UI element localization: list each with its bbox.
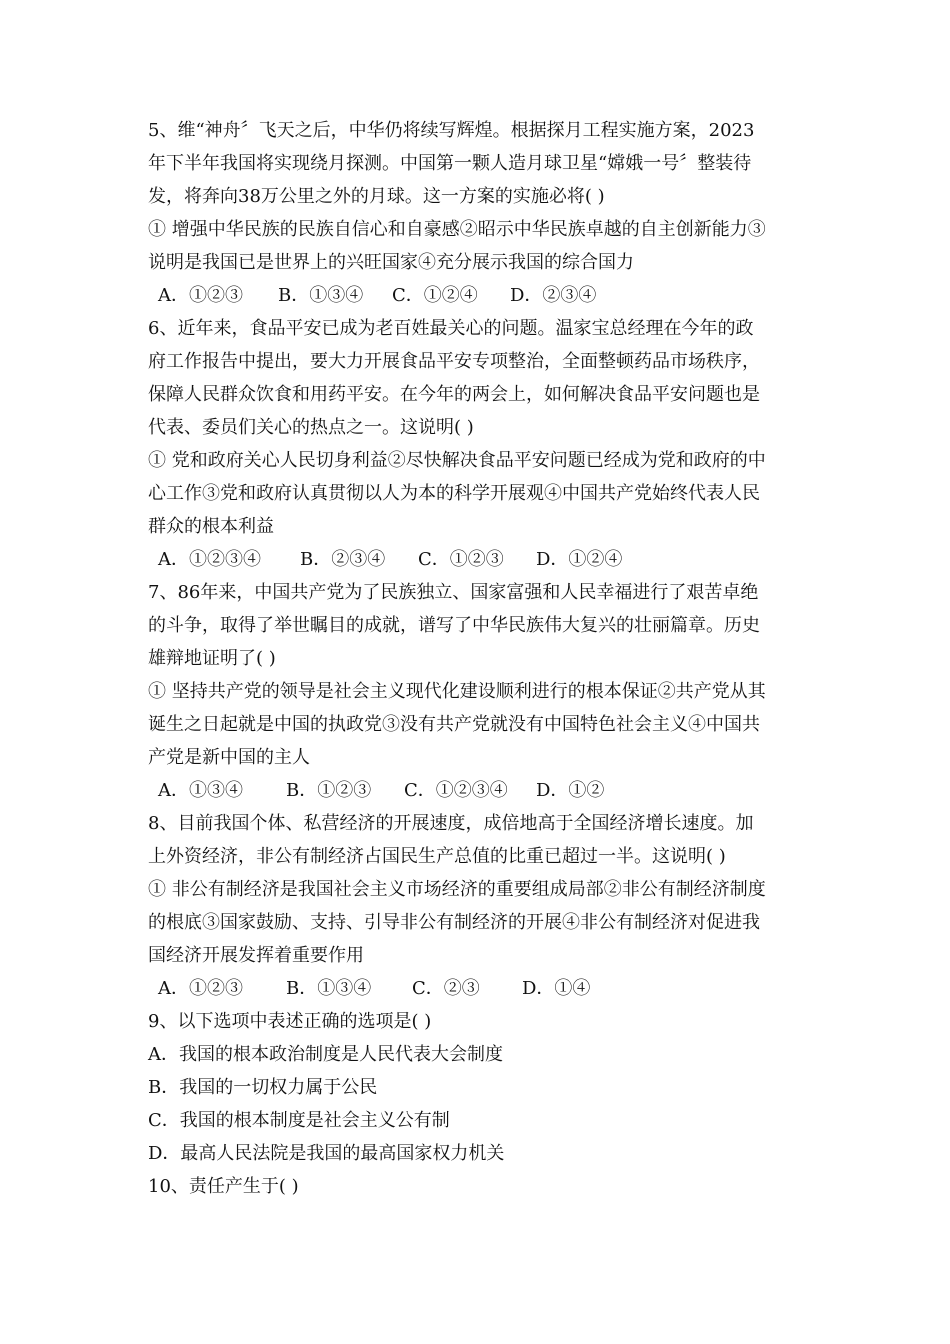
q6-stem-line-3: 保障人民群众饮食和用药平安。在今年的两会上，如何解决食品平安问题也是	[148, 384, 760, 405]
q7-statement-line-1: ① 坚持共产党的领导是社会主义现代化建设顺利进行的根本保证②共产党从其	[148, 681, 766, 702]
q8-statement-line-2: 的根底③国家鼓励、支持、引导非公有制经济的开展④非公有制经济对促进我	[148, 912, 760, 933]
q7-options	[158, 774, 604, 807]
q8-stem-line-1: 8、目前我国个体、私营经济的开展速度，成倍地高于全国经济增长速度。加	[148, 813, 754, 834]
q8-option-d: D．①④	[522, 978, 591, 999]
q6-statement-line-2: 心工作③党和政府认真贯彻以人为本的科学开展观④中国共产党始终代表人民	[148, 483, 760, 504]
q5-option-d: D．②③④	[510, 285, 597, 306]
q7-option-d: D．①②	[536, 780, 605, 801]
q6-option-d: D．①②④	[536, 549, 623, 570]
q10-stem-line-1: 10、责任产生于( )	[148, 1176, 299, 1197]
q7-stem-line-3: 雄辩地证明了( )	[148, 648, 276, 669]
q6-stem-line-1: 6、近年来，食品平安已成为老百姓最关心的问题。温家宝总经理在今年的政	[148, 318, 754, 339]
q9-stem-line-1: 9、以下选项中表述正确的选项是( )	[148, 1011, 432, 1032]
q6-option-a: A．①②③④	[158, 549, 261, 570]
q5-stem-line-3: 发，将奔向38万公里之外的月球。这一方案的实施必将( )	[148, 186, 605, 207]
q9-choice-b: B．我国的一切权力属于公民	[148, 1077, 378, 1098]
q5-option-b: B．①③④	[278, 285, 364, 306]
q5-stem-line-2: 年下半年我国将实现绕月探测。中国第一颗人造月球卫星“嫦娥一号〞整装待	[148, 153, 752, 174]
q7-statement-line-2: 诞生之日起就是中国的执政党③没有共产党就没有中国特色社会主义④中国共	[148, 714, 760, 735]
q5-stem-line-1: 5、维“神舟〞飞天之后，中华仍将续写辉煌。根据探月工程实施方案，2023	[148, 120, 755, 141]
q7-option-a: A．①③④	[158, 780, 243, 801]
q7-option-c: C．①②③④	[404, 780, 508, 801]
q8-options	[158, 972, 590, 1005]
q9-choice-c: C．我国的根本制度是社会主义公有制	[148, 1110, 450, 1131]
q6-statement-line-3: 群众的根本利益	[148, 516, 274, 537]
q5-statement-line-2: 说明是我国已是世界上的兴旺国家④充分展示我国的综合国力	[148, 252, 634, 273]
q8-statement-line-1: ① 非公有制经济是我国社会主义市场经济的重要组成局部②非公有制经济制度	[148, 879, 766, 900]
q8-option-a: A．①②③	[158, 978, 243, 999]
q5-option-c: C．①②④	[392, 285, 478, 306]
q9-choice-a: A．我国的根本政治制度是人民代表大会制度	[148, 1044, 503, 1065]
q8-option-b: B．①③④	[286, 978, 372, 999]
q8-stem-line-2: 上外资经济，非公有制经济占国民生产总值的比重已超过一半。这说明( )	[148, 846, 726, 867]
q5-statement-line-1: ① 增强中华民族的民族自信心和自豪感②昭示中华民族卓越的自主创新能力③	[148, 219, 766, 240]
q6-stem-line-4: 代表、委员们关心的热点之一。这说明( )	[148, 417, 474, 438]
q8-statement-line-3: 国经济开展发挥着重要作用	[148, 945, 364, 966]
q6-stem-line-2: 府工作报告中提出，要大力开展食品平安专项整治，全面整顿药品市场秩序，	[148, 351, 760, 372]
q7-statement-line-3: 产党是新中国的主人	[148, 747, 310, 768]
q7-stem-line-2: 的斗争，取得了举世瞩目的成就，谱写了中华民族伟大复兴的壮丽篇章。历史	[148, 615, 760, 636]
q5-options	[158, 279, 596, 312]
q7-option-b: B．①②③	[286, 780, 372, 801]
q6-statement-line-1: ① 党和政府关心人民切身利益②尽快解决食品平安问题已经成为党和政府的中	[148, 450, 766, 471]
q5-option-a: A．①②③	[158, 285, 243, 306]
q9-choice-d: D．最高人民法院是我国的最高国家权力机关	[148, 1143, 505, 1164]
q6-option-b: B．②③④	[300, 549, 386, 570]
q6-option-c: C．①②③	[418, 549, 504, 570]
q6-options	[158, 543, 622, 576]
q7-stem-line-1: 7、86年来，中国共产党为了民族独立、国家富强和人民幸福进行了艰苦卓绝	[148, 582, 759, 603]
q8-option-c: C．②③	[412, 978, 480, 999]
